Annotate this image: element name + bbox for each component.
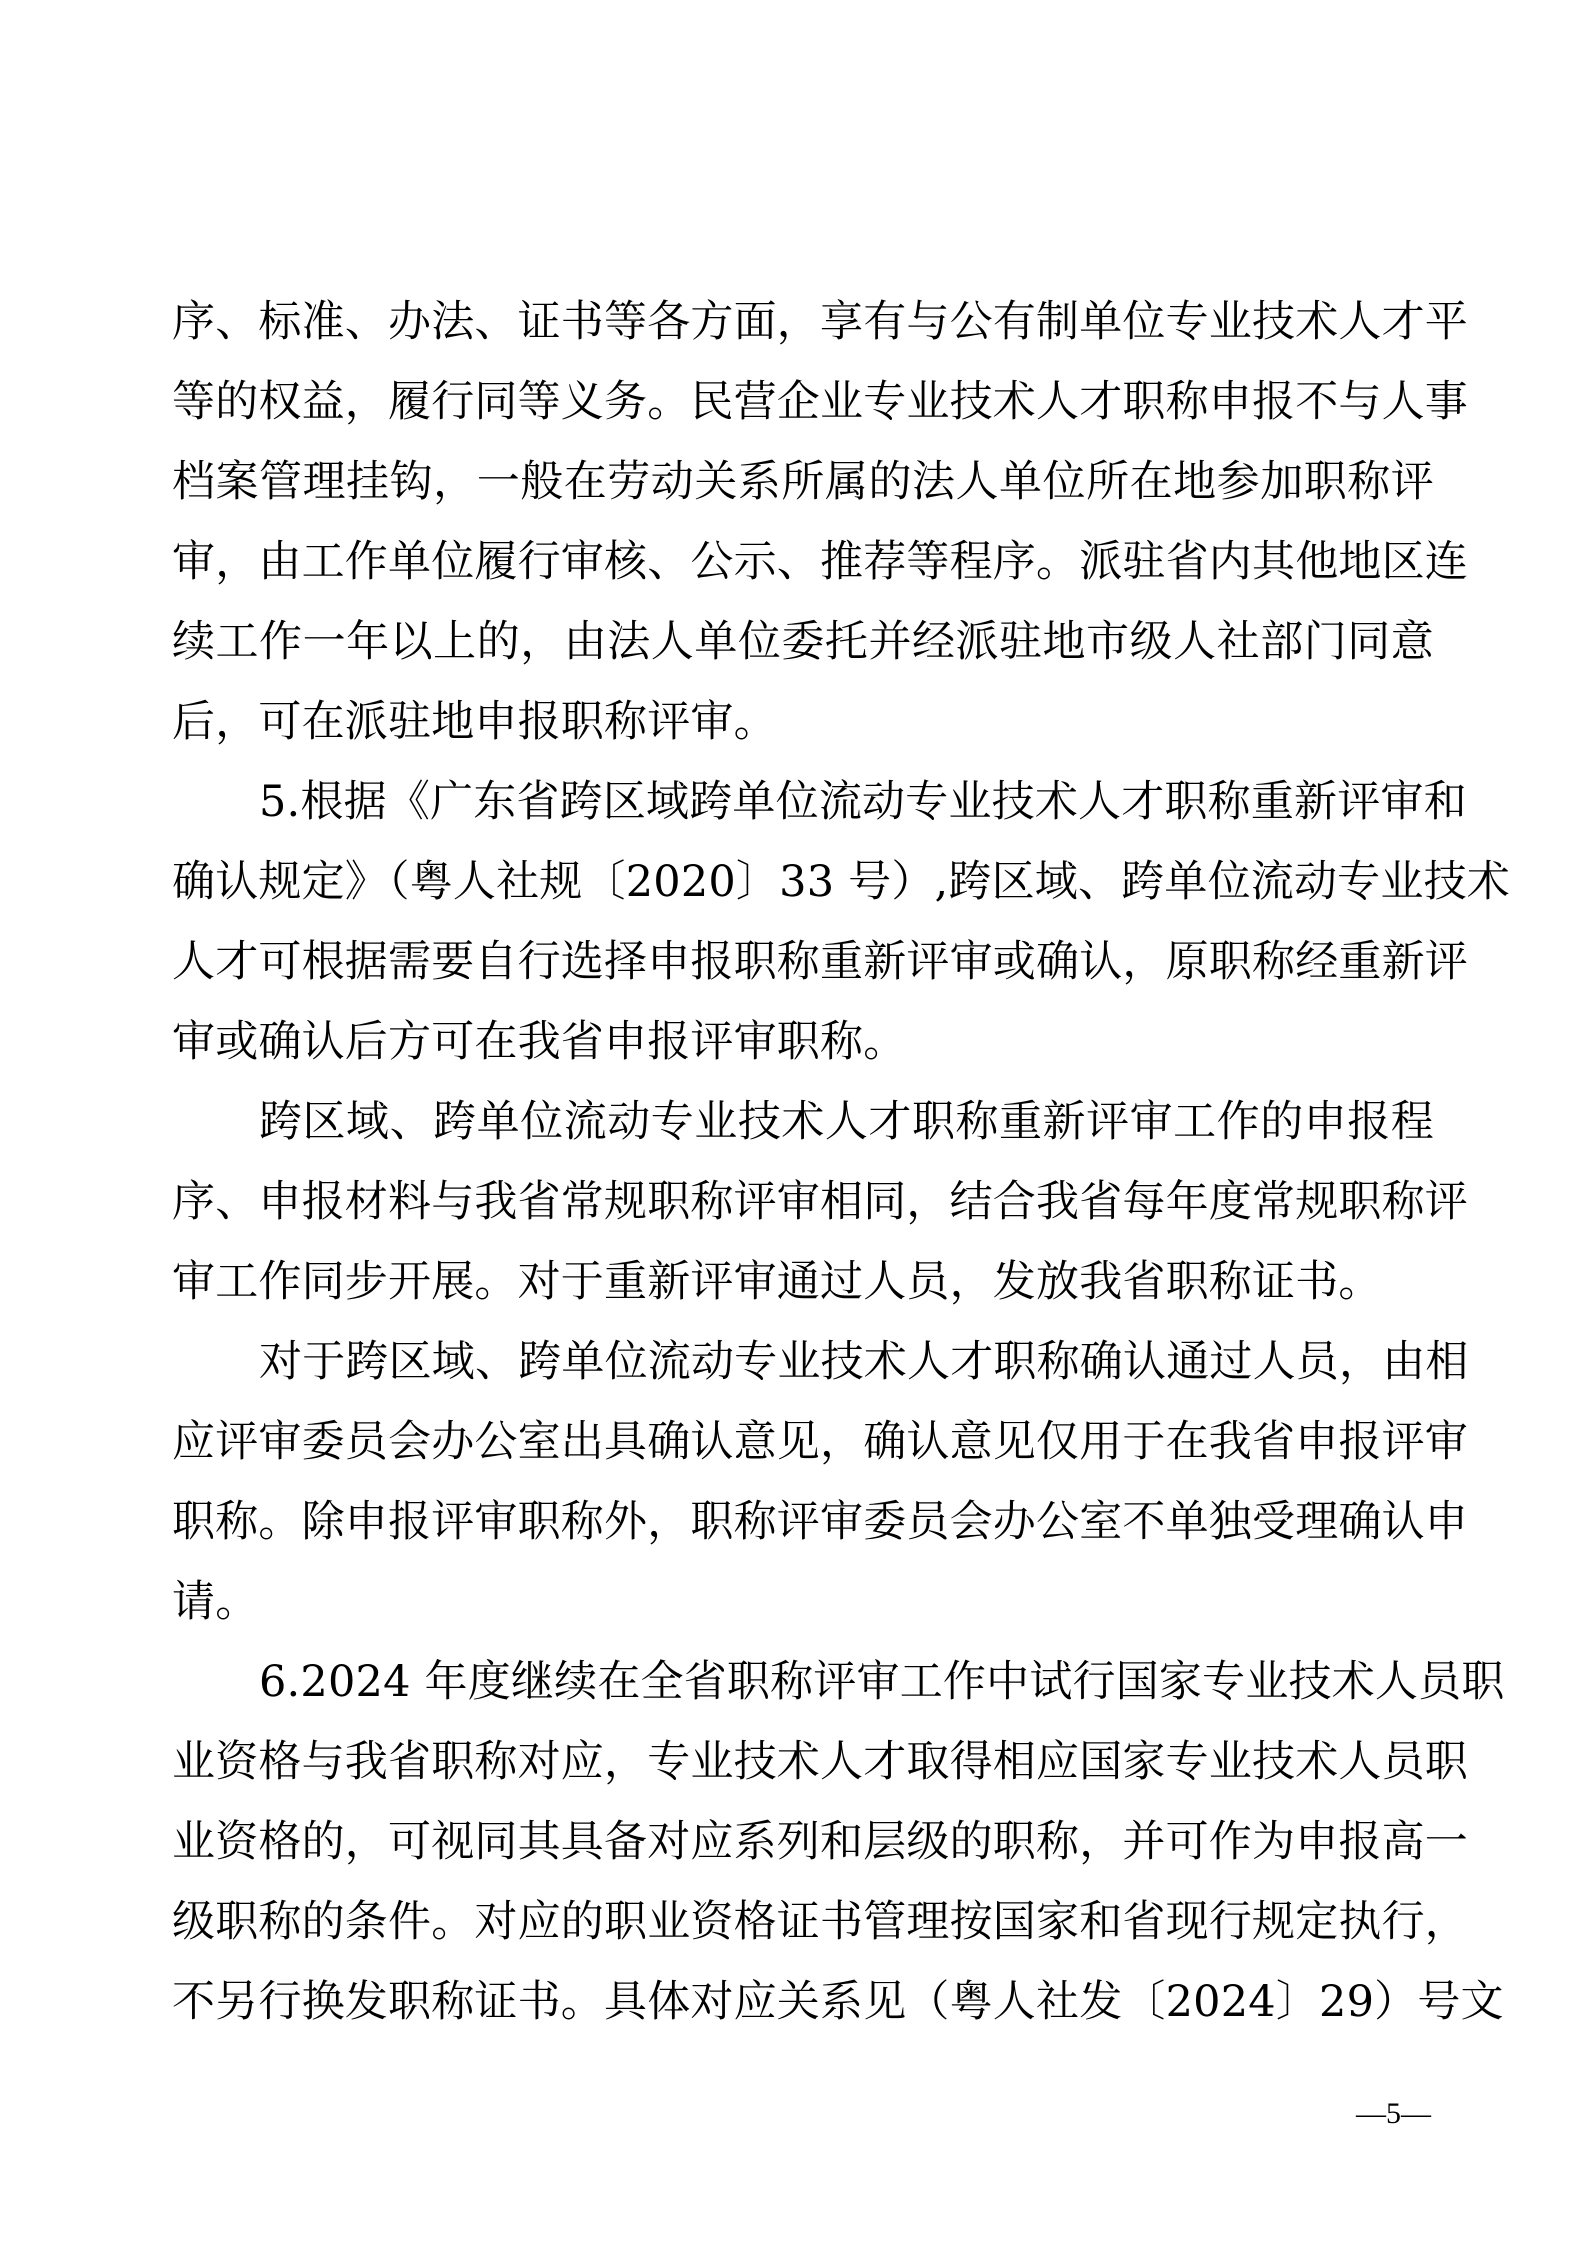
text-line: 不另行换发职称证书。具体对应关系见（粤人社发〔2024〕29）号文 [172,1977,1504,2027]
text-line: 审，由工作单位履行审核、公示、推荐等程序。派驻省内其他地区连 [172,537,1468,587]
paragraph-confirmation [172,1322,1469,1642]
text-line: 跨区域、跨单位流动专业技术人才职称重新评审工作的申报程 [259,1097,1434,1147]
text-line: 确认规定》（粤人社规〔2020〕33 号）,跨区域、跨单位流动专业技术 [172,857,1510,907]
text-line: 序、标准、办法、证书等各方面，享有与公有制单位专业技术人才平 [172,297,1468,347]
text-line: 对于跨区域、跨单位流动专业技术人才职称确认通过人员，由相 [259,1337,1469,1387]
text-line: 后，可在派驻地申报职称评审。 [172,697,777,747]
text-line: 级职称的条件。对应的职业资格证书管理按国家和省现行规定执行， [172,1897,1468,1947]
page-number: —5— [1356,2097,1431,2130]
text-line: 职称。除申报评审职称外，职称评审委员会办公室不单独受理确认申 [172,1497,1468,1547]
paragraph-reassessment [172,1082,1468,1322]
document-body [172,282,1510,2042]
paragraph-item-6 [172,1642,1505,2042]
text-line: 业资格的，可视同其具备对应系列和层级的职称，并可作为申报高一 [172,1817,1468,1867]
text-line: 审工作同步开展。对于重新评审通过人员，发放我省职称证书。 [172,1257,1382,1307]
text-line: 档案管理挂钩，一般在劳动关系所属的法人单位所在地参加职称评 [172,457,1434,507]
text-line: 6.2024 年度继续在全省职称评审工作中试行国家专业技术人员职 [259,1657,1505,1707]
text-line: 审或确认后方可在我省申报评审职称。 [172,1017,907,1067]
text-line: 人才可根据需要自行选择申报职称重新评审或确认，原职称经重新评 [172,937,1468,987]
text-line: 序、申报材料与我省常规职称评审相同，结合我省每年度常规职称评 [172,1177,1468,1227]
text-line: 请。 [172,1577,259,1627]
text-line: 应评审委员会办公室出具确认意见，确认意见仅用于在我省申报评审 [172,1417,1468,1467]
text-line: 5.根据《广东省跨区域跨单位流动专业技术人才职称重新评审和 [259,777,1467,827]
text-line: 业资格与我省职称对应，专业技术人才取得相应国家专业技术人员职 [172,1737,1468,1787]
text-line: 等的权益，履行同等义务。民营企业专业技术人才职称申报不与人事 [172,377,1468,427]
paragraph-continued [172,282,1468,762]
text-line: 续工作一年以上的，由法人单位委托并经派驻地市级人社部门同意 [172,617,1434,667]
paragraph-item-5 [172,762,1510,1082]
